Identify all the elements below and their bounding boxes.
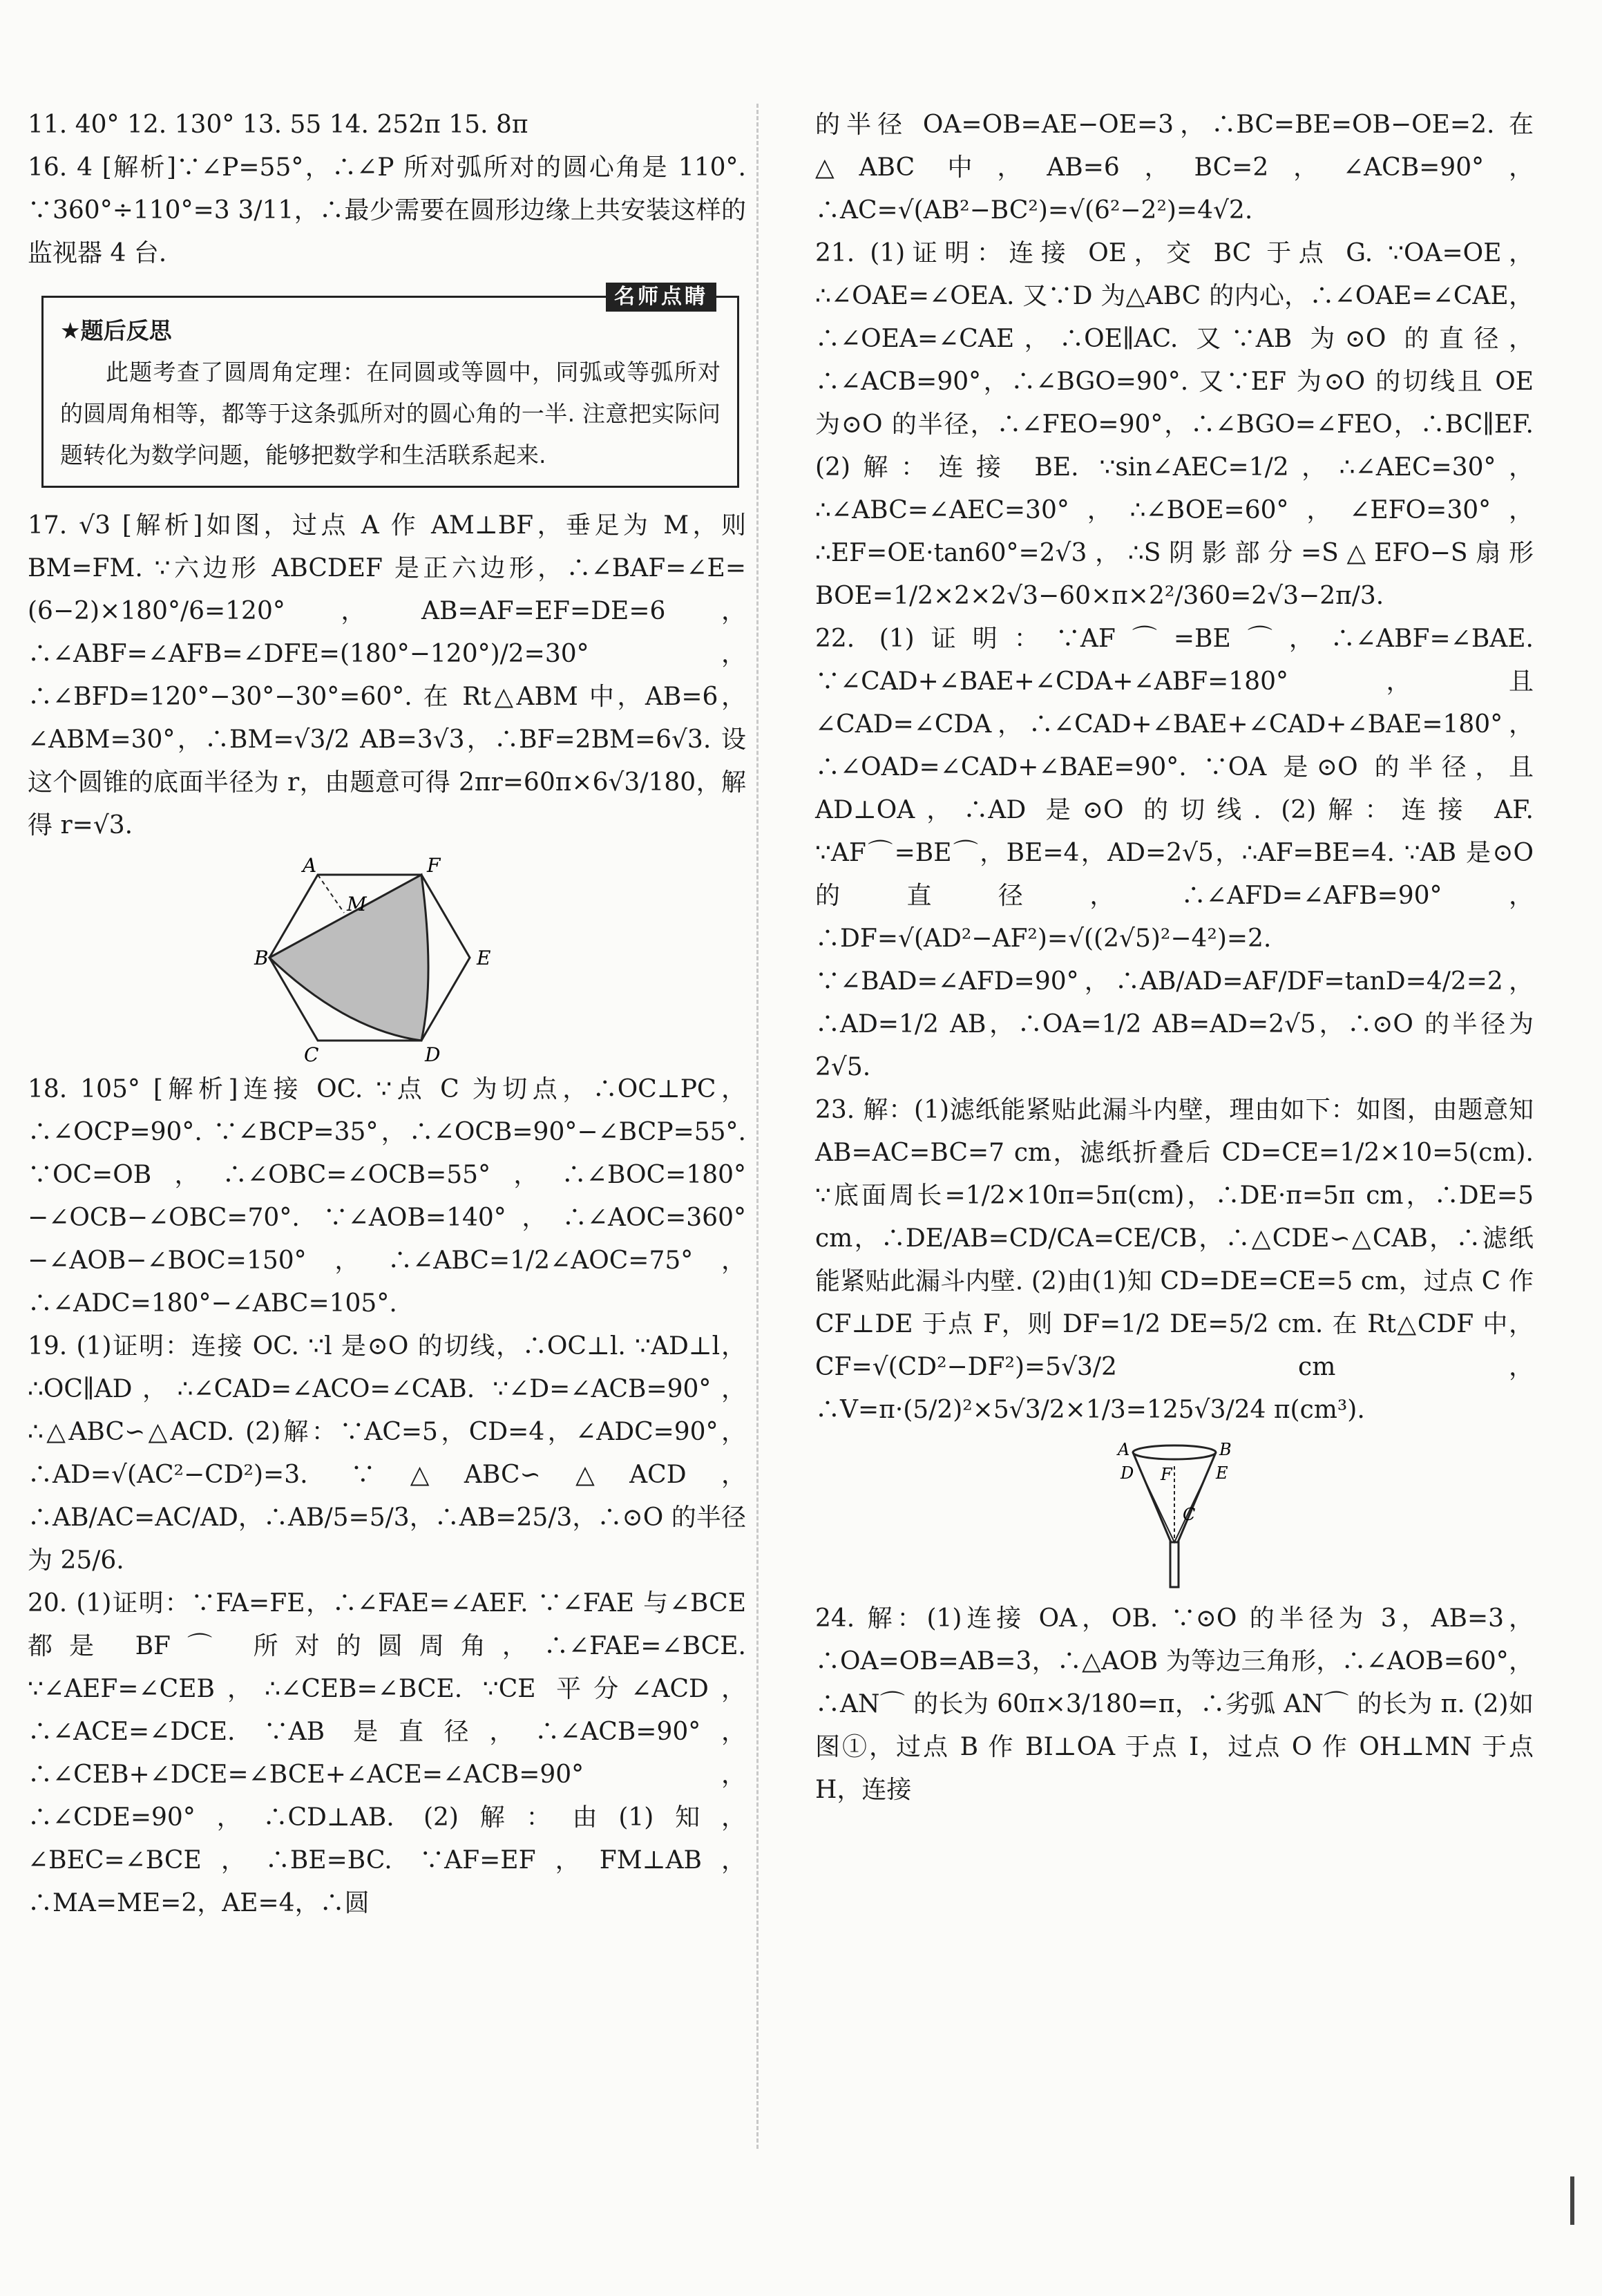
answer-22: 22. (1)证明：∵AF⌒=BE⌒，∴∠ABF=∠BAE. ∵∠CAD+∠BAE+∠CDA+∠ABF=180°，且∠CAD=∠CDA，∴∠CAD+∠BAE+∠CAD+∠BAE=180°，∴∠OAD=∠CAD+∠BAE=90°. ∵OA 是⊙O 的半径，且 AD⊥OA，∴AD 是⊙O 的切线. (2)解：连接 AF. ∵AF⌒=BE⌒，BE=4，AD=2√5，∴AF=BE=4. ∵AB 是⊙O 的直径，∴∠AFD=∠AFB=90°，∴DF=√(AD²−AF²)=√((2√5)²−4²)=2. ∵∠BAD=∠AFD=90°，∴AB/AD=AF/DF=tanD=4/2=2，∴AD=1/2 AB，∴OA=1/2 AB=AD=2√5，∴⊙O 的半径为 2√5. [815,625,1534,1081]
reflection-box [41,285,739,488]
answer-18: 18. 105° [解析]连接 OC. ∵点 C 为切点，∴OC⊥PC，∴∠OCP=90°. ∵∠BCP=35°，∴∠OCB=90°−∠BCP=55°. ∵OC=OB，∴∠OBC=∠OCB=55°，∴∠BOC=180°−∠OCB−∠OBC=70°. ∵∠AOB=140°，∴∠AOC=360°−∠AOB−∠BOC=150°，∴∠ABC=1/2∠AOC=75°，∴∠ADC=180°−∠ABC=105°. [28,1075,746,1318]
label-a: A [303,854,317,877]
funnel-label-c: C [1183,1505,1196,1524]
teacher-tip-badge: 名师点睛 [606,283,716,312]
funnel-label-b: B [1219,1440,1232,1459]
answer-19: 19. (1)证明：连接 OC. ∵l 是⊙O 的切线，∴OC⊥l. ∵AD⊥l，∴OC∥AD，∴∠CAD=∠ACO=∠CAB. ∵∠D=∠ACB=90°，∴△ABC∽△ACD. (2)解：∵AC=5，CD=4，∠ADC=90°，∴AD=√(AC²−CD²)=3. ∵△ABC∽△ACD，∴AB/AC=AC/AD，∴AB/5=5/3，∴AB=25/3，∴⊙O 的半径为 25/6. [28,1332,746,1575]
funnel-figure [1091,1439,1257,1591]
answer-20: 20. (1)证明：∵FA=FE，∴∠FAE=∠AEF. ∵∠FAE 与∠BCE 都是 BF⌒ 所对的圆周角，∴∠FAE=∠BCE. ∵∠AEF=∠CEB，∴∠CEB=∠BCE. ∵CE 平分∠ACD，∴∠ACE=∠DCE. ∵AB 是直径，∴∠ACB=90°，∴∠CEB+∠DCE=∠BCE+∠ACE=∠ACB=90°，∴∠CDE=90°，∴CD⊥AB. (2)解：由(1)知，∠BEC=∠BCE，∴BE=BC. ∵AF=EF，FM⊥AB，∴MA=ME=2，AE=4，∴圆 [28,1589,746,1917]
funnel-label-d: D [1121,1463,1134,1483]
answer-20-cont: 的半径 OA=OB=AE−OE=3，∴BC=BE=OB−OE=2. 在△ABC 中，AB=6，BC=2，∠ACB=90°，∴AC=√(AB²−BC²)=√(6²−2²)=4√2. [815,111,1534,225]
answer-16: 16. 4 [解析]∵∠P=55°，∴∠P 所对弧所对的圆心角是 110°. ∵360°÷110°=3 3/11，∴最少需要在圆形边缘上共安装这样的监视器 4 台. [28,153,746,267]
reflection-body: 此题考查了圆周角定理：在同圆或等圆中，同弧或等弧所对的圆周角相等，都等于这条弧所对的圆心角的一半. 注意把实际问题转化为数学问题，能够把数学和生活联系起来. [60,359,721,468]
answer-24: 24. 解：(1)连接 OA，OB. ∵⊙O 的半径为 3，AB=3，∴OA=OB=AB=3，∴△AOB 为等边三角形，∴∠AOB=60°，∴AN⌒ 的长为 60π×3/180=π，∴劣弧 AN⌒ 的长为 π. (2)如图①，过点 B 作 BI⊥OA 于点 I，过点 O 作 OH⊥MN 于点 H，连接 [815,1604,1534,1804]
column-divider [756,104,759,2149]
answer-21: 21. (1)证明：连接 OE，交 BC 于点 G. ∵OA=OE，∴∠OAE=∠OEA. 又∵D 为△ABC 的内心，∴∠OAE=∠CAE，∴∠OEA=∠CAE，∴OE∥AC. 又∵AB 为⊙O 的直径，∴∠ACB=90°，∴∠BGO=90°. 又∵EF 为⊙O 的切线且 OE 为⊙O 的半径，∴∠FEO=90°，∴∠BGO=∠FEO，∴BC∥EF. (2)解：连接 BE. ∵sin∠AEC=1/2，∴∠AEC=30°，∴∠ABC=∠AEC=30°，∴∠BOE=60°，∠EFO=30°，∴EF=OE·tan60°=2√3，∴S阴影部分=S△EFO−S扇形BOE=1/2×2×2√3−60×π×2²/360=2√3−2π/3. [815,239,1534,610]
label-m: M [347,893,367,915]
margin-mark [1570,2176,1574,2225]
label-d: D [425,1043,441,1066]
answer-11-15: 11. 40° 12. 130° 13. 55 14. 252π 15. 8π [28,111,528,139]
answer-17: 17. √3 [解析]如图，过点 A 作 AM⊥BF，垂足为 M，则 BM=FM. ∵六边形 ABCDEF 是正六边形，∴∠BAF=∠E=(6−2)×180°/6=120°，AB=AF=EF=DE=6，∴∠ABF=∠AFB=∠DFE=(180°−120°)/2=30°，∴∠BFD=120°−30°−30°=60°. 在 Rt△ABM 中，AB=6，∠ABM=30°，∴BM=√3/2 AB=3√3，∴BF=2BM=6√3. 设这个圆锥的底面半径为 r，由题意可得 2πr=60π×6√3/180，解得 r=√3. [28,511,747,839]
right-column [815,104,1534,1812]
label-e: E [477,947,491,969]
label-f: F [427,854,441,877]
funnel-label-e: E [1216,1463,1228,1483]
label-b: B [254,947,269,969]
answer-23: 23. 解：(1)滤纸能紧贴此漏斗内壁，理由如下：如图，由题意知 AB=AC=BC=7 cm，滤纸折叠后 CD=CE=1/2×10=5(cm). ∵底面周长=1/2×10π=5π(cm)，∴DE·π=5π cm，∴DE=5 cm，∴DE/AB=CD/CA=CE/CB，∴△CDE∽△CAB，∴滤纸能紧贴此漏斗内壁. (2)由(1)知 CD=DE=CE=5 cm，过点 C 作 CF⊥DE 于点 F，则 DF=1/2 DE=5/2 cm. 在 Rt△CDF 中，CF=√(CD²−DF²)=5√3/2 cm，∴V=π·(5/2)²×5√3/2×1/3=125√3/24 π(cm³). [815,1096,1534,1424]
label-c: C [304,1043,319,1066]
funnel-label-f: F [1161,1465,1172,1484]
hexagon-figure [254,854,511,1066]
reflection-title: ★题后反思 [60,317,172,344]
funnel-label-a: A [1118,1440,1130,1459]
left-column [28,104,746,1925]
